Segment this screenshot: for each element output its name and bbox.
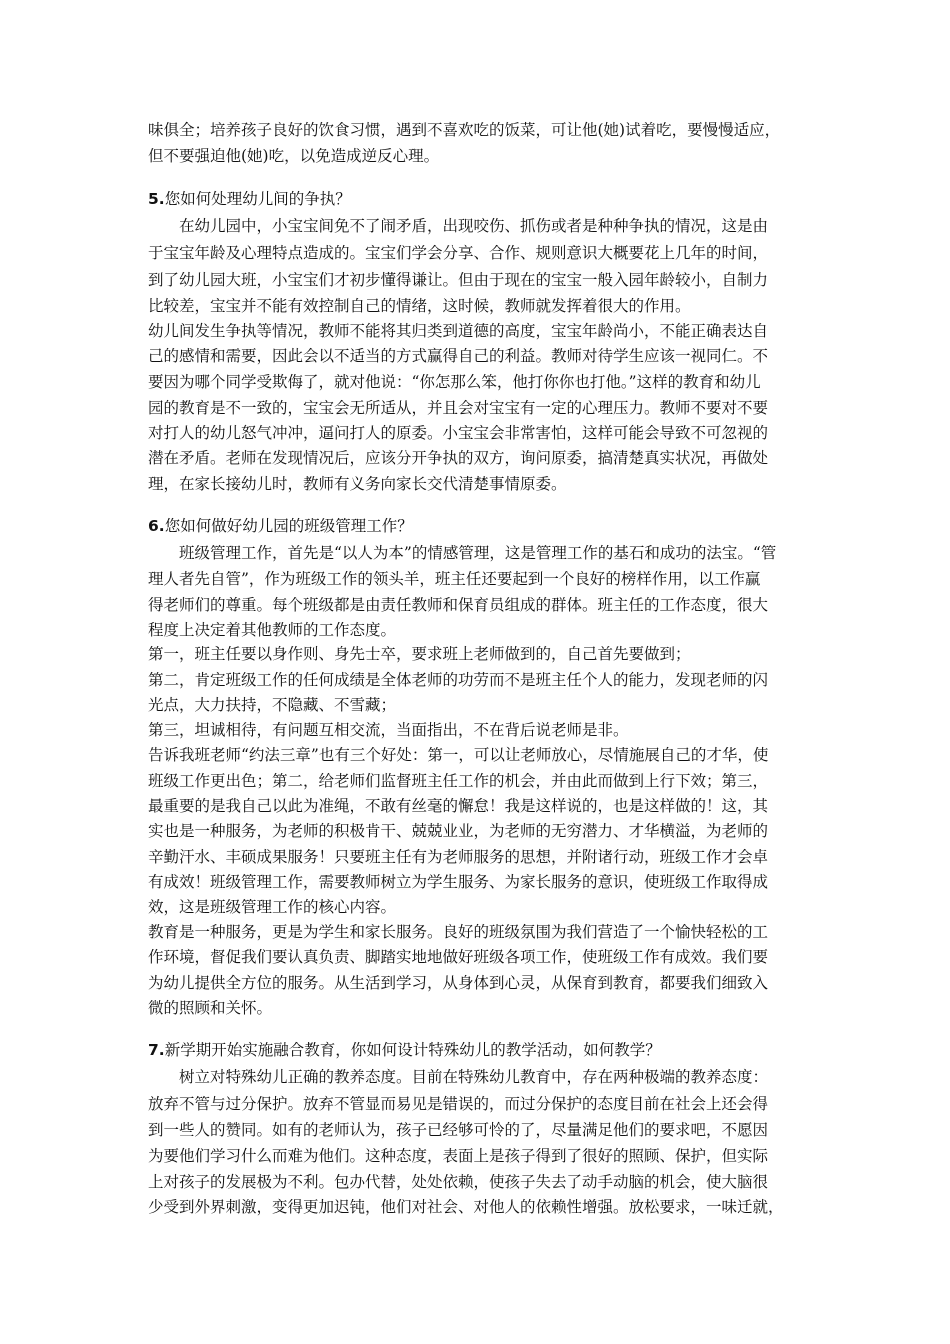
paragraph-line: 微的照顾和关怀。 — [148, 999, 273, 1017]
paragraph-line: 为要他们学习什么而难为他们。这种态度，表面上是孩子得到了很好的照顾、保护，但实际 — [148, 1147, 769, 1165]
section-title: 您如何做好幼儿园的班级管理工作？ — [164, 517, 413, 535]
paragraph-line: 味俱全；培养孩子良好的饮食习惯，遇到不喜欢吃的饭菜，可让他(她)试着吃，要慢慢适应， — [148, 121, 781, 139]
paragraph-line: 教育是一种服务，更是为学生和家长服务。良好的班级氛围为我们营造了一个愉快轻松的工 — [148, 923, 769, 941]
section-title: 您如何处理幼儿间的争执？ — [164, 190, 351, 208]
section-number: 7. — [148, 1041, 165, 1059]
section-6-heading — [148, 516, 808, 536]
paragraph-line: 班级管理工作，首先是“以人为本”的情感管理，这是管理工作的基石和成功的法宝。“管 — [148, 544, 777, 562]
paragraph-line: 于宝宝年龄及心理特点造成的。宝宝们学会分享、合作、规则意识大概要花上几年的时间， — [148, 244, 769, 262]
section-number: 6. — [148, 517, 165, 535]
paragraph-line: 班级工作更出色；第二，给老师们监督班主任工作的机会，并由此而做到上行下效；第三， — [148, 772, 769, 790]
paragraph-line: 为幼儿提供全方位的服务。从生活到学习，从身体到心灵，从保育到教育，都要我们细致入 — [148, 974, 769, 992]
paragraph-line: 潜在矛盾。老师在发现情况后，应该分开争执的双方，询问原委，搞清楚真实状况，再做处 — [148, 449, 769, 467]
paragraph-line: 辛勤汗水、丰硕成果服务！只要班主任有为老师服务的思想，并附诸行动，班级工作才会卓 — [148, 848, 769, 866]
paragraph-line: 最重要的是我自己以此为准绳，不敢有丝毫的懈怠！我是这样说的，也是这样做的！这，其 — [148, 797, 769, 815]
paragraph-line: 园的教育是不一致的，宝宝会无所适从，并且会对宝宝有一定的心理压力。教师不要对不要 — [148, 399, 769, 417]
section-5-heading — [148, 189, 808, 209]
paragraph-line: 第三，坦诚相待，有问题互相交流，当面指出，不在背后说老师是非。 — [148, 721, 629, 739]
paragraph-line: 到一些人的赞同。如有的老师认为，孩子已经够可怜的了，尽量满足他们的要求吧，不愿因 — [148, 1121, 769, 1139]
paragraph-line: 放弃不管与过分保护。放弃不管显而易见是错误的，而过分保护的态度目前在社会上还会得 — [148, 1095, 769, 1113]
paragraph-line: 告诉我班老师“约法三章”也有三个好处：第一，可以让老师放心，尽情施展自己的才华，使 — [148, 746, 769, 764]
paragraph-line: 理人者先自管”，作为班级工作的领头羊，班主任还要起到一个良好的榜样作用，以工作赢 — [148, 570, 761, 588]
paragraph-line: 在幼儿园中，小宝宝间免不了闹矛盾，出现咬伤、抓伤或者是种种争执的情况，这是由 — [148, 217, 769, 235]
paragraph-line: 效，这是班级管理工作的核心内容。 — [148, 898, 397, 916]
section-title: 新学期开始实施融合教育，你如何设计特殊幼儿的教学活动，如何教学？ — [164, 1041, 661, 1059]
section-number: 5. — [148, 190, 165, 208]
paragraph-line: 上对孩子的发展极为不利。包办代替，处处依赖，使孩子失去了动手动脑的机会，使大脑很 — [148, 1173, 769, 1191]
paragraph-line: 要因为哪个同学受欺侮了，就对他说：“你怎那么笨，他打你你也打他。”这样的教育和幼儿 — [148, 373, 761, 391]
section-7-heading — [148, 1040, 808, 1060]
paragraph-line: 理，在家长接幼儿时，教师有义务向家长交代清楚事情原委。 — [148, 475, 567, 493]
paragraph-line: 光点，大力扶持，不隐藏、不雪藏； — [148, 696, 397, 714]
paragraph-line: 比较差，宝宝并不能有效控制自己的情绪，这时候，教师就发挥着很大的作用。 — [148, 297, 691, 315]
paragraph-line: 树立对特殊幼儿正确的教养态度。目前在特殊幼儿教育中，存在两种极端的教养态度： — [148, 1068, 769, 1086]
paragraph-line: 作环境，督促我们要认真负责、脚踏实地地做好班级各项工作，使班级工作有成效。我们要 — [148, 948, 769, 966]
paragraph-line: 到了幼儿园大班，小宝宝们才初步懂得谦让。但由于现在的宝宝一般入园年龄较小，自制力 — [148, 271, 769, 289]
paragraph-line: 己的感情和需要，因此会以不适当的方式赢得自己的利益。教师对待学生应该一视同仁。不 — [148, 347, 769, 365]
paragraph-line: 有成效！班级管理工作，需要教师树立为学生服务、为家长服务的意识，使班级工作取得成 — [148, 873, 769, 891]
paragraph-line: 实也是一种服务，为老师的积极肯干、兢兢业业，为老师的无穷潜力、才华横溢，为老师的 — [148, 822, 769, 840]
paragraph-line: 第二，肯定班级工作的任何成绩是全体老师的功劳而不是班主任个人的能力，发现老师的闪 — [148, 671, 769, 689]
paragraph-line: 对打人的幼儿怒气冲冲，逼问打人的原委。小宝宝会非常害怕，这样可能会导致不可忽视的 — [148, 424, 769, 442]
paragraph-line: 第一，班主任要以身作则、身先士卒，要求班上老师做到的，自己首先要做到； — [148, 645, 691, 663]
paragraph-line: 少受到外界刺激，变得更加迟钝，他们对社会、对他人的依赖性增强。放松要求，一味迁就， — [148, 1198, 784, 1216]
paragraph-line: 得老师们的尊重。每个班级都是由责任教师和保育员组成的群体。班主任的工作态度，很大 — [148, 596, 769, 614]
paragraph-line: 但不要强迫他(她)吃，以免造成逆反心理。 — [148, 147, 440, 165]
paragraph-line: 幼儿间发生争执等情况，教师不能将其归类到道德的高度，宝宝年龄尚小，不能正确表达自 — [148, 322, 769, 340]
paragraph-line: 程度上决定着其他教师的工作态度。 — [148, 621, 397, 639]
